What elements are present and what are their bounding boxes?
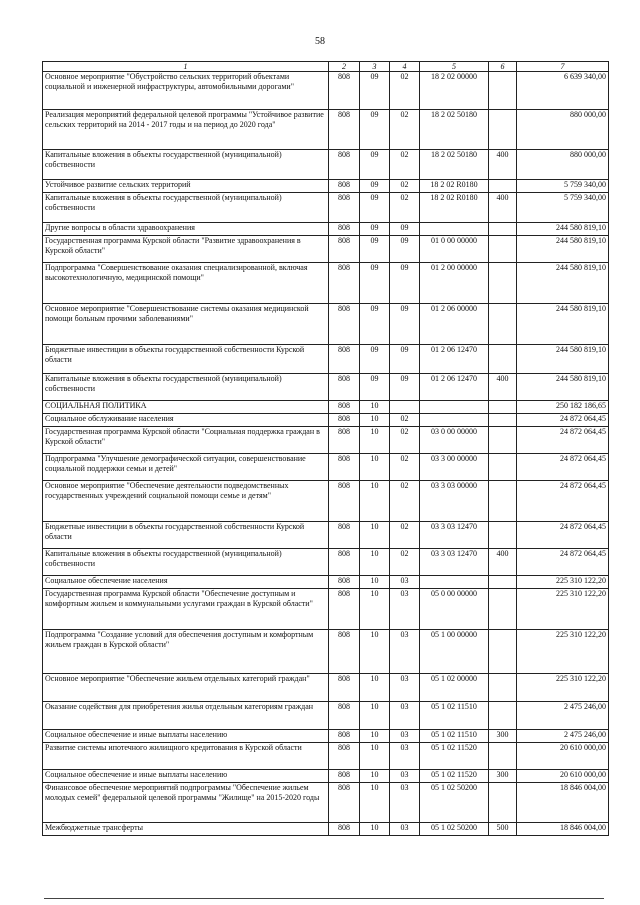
cell-csr: 01 2 00 00000 [420,263,489,304]
cell-ved: 808 [329,549,360,576]
cell-ved: 808 [329,589,360,630]
header-row [43,62,609,72]
cell-rz: 09 [360,150,390,180]
header-col-6: 6 [489,62,517,72]
table-row [43,674,609,702]
cell-sum: 18 846 004,00 [517,823,609,836]
cell-csr: 05 1 02 11520 [420,770,489,783]
cell-rz: 10 [360,674,390,702]
cell-name: Основное мероприятие "Совершенствование системы оказания медицинской помощи больным прочими заболеваниями" [43,304,329,345]
cell-rz: 10 [360,427,390,454]
cell-pr: 03 [390,576,420,589]
cell-csr: 05 0 00 00000 [420,589,489,630]
cell-rz: 10 [360,414,390,427]
cell-pr: 02 [390,193,420,223]
cell-rz: 10 [360,702,390,730]
cell-pr: 02 [390,522,420,549]
cell-vr: 500 [489,823,517,836]
cell-pr: 03 [390,770,420,783]
table-row [43,576,609,589]
cell-name: Основное мероприятие "Обустройство сельских территорий объектами социальной и инженерной инфраструктуры, автомобильными дорогами" [43,72,329,110]
budget-table [42,61,609,836]
cell-csr: 18 2 02 00000 [420,72,489,110]
cell-vr [489,454,517,481]
cell-ved: 808 [329,674,360,702]
cell-pr: 02 [390,454,420,481]
cell-vr [489,702,517,730]
cell-sum: 6 639 340,00 [517,72,609,110]
cell-name: Социальное обслуживание населения [43,414,329,427]
cell-vr [489,263,517,304]
table-row [43,427,609,454]
cell-sum: 24 872 064,45 [517,481,609,522]
cell-pr: 03 [390,630,420,674]
cell-ved: 808 [329,576,360,589]
cell-sum: 225 310 122,20 [517,576,609,589]
cell-name: Капитальные вложения в объекты государственной (муниципальной) собственности [43,549,329,576]
cell-pr: 03 [390,743,420,770]
cell-pr: 03 [390,589,420,630]
cell-ved: 808 [329,236,360,263]
cell-pr: 03 [390,823,420,836]
cell-rz: 09 [360,72,390,110]
cell-pr: 09 [390,345,420,374]
cell-name: Государственная программа Курской области "Социальная поддержка граждан в Курской области" [43,427,329,454]
cell-csr: 03 3 03 12470 [420,522,489,549]
table-row [43,150,609,180]
cell-sum: 5 759 340,00 [517,180,609,193]
cell-pr: 02 [390,72,420,110]
cell-name: Развитие системы ипотечного жилищного кредитования в Курской области [43,743,329,770]
cell-vr [489,304,517,345]
table-row [43,522,609,549]
cell-vr [489,481,517,522]
cell-vr [489,783,517,823]
cell-name: Основное мероприятие "Обеспечение жильем отдельных категорий граждан" [43,674,329,702]
cell-vr: 300 [489,730,517,743]
table-row [43,730,609,743]
cell-vr [489,110,517,150]
cell-vr [489,427,517,454]
cell-vr [489,522,517,549]
cell-rz: 10 [360,454,390,481]
cell-rz: 09 [360,236,390,263]
cell-vr [489,401,517,414]
cell-csr: 18 2 02 50180 [420,150,489,180]
cell-name: Основное мероприятие "Обеспечение деятельности подведомственных государственных учреждений социальной помощи семье и детям" [43,481,329,522]
cell-rz: 09 [360,180,390,193]
cell-csr: 05 1 02 11510 [420,730,489,743]
cell-ved: 808 [329,427,360,454]
cell-pr: 09 [390,374,420,401]
cell-ved: 808 [329,783,360,823]
cell-sum: 20 610 000,00 [517,770,609,783]
cell-pr: 02 [390,110,420,150]
cell-ved: 808 [329,481,360,522]
table-row [43,783,609,823]
cell-pr: 03 [390,702,420,730]
table-row [43,549,609,576]
cell-name: Бюджетные инвестиции в объекты государственной собственности Курской области [43,522,329,549]
cell-rz: 10 [360,630,390,674]
table-row [43,263,609,304]
cell-csr: 05 1 02 00000 [420,674,489,702]
cell-vr: 300 [489,770,517,783]
cell-name: Капитальные вложения в объекты государственной (муниципальной) собственности [43,193,329,223]
cell-sum: 244 580 819,10 [517,236,609,263]
cell-sum: 24 872 064,45 [517,414,609,427]
cell-rz: 09 [360,374,390,401]
cell-sum: 2 475 246,00 [517,730,609,743]
cell-vr [489,576,517,589]
cell-rz: 10 [360,743,390,770]
table-row [43,193,609,223]
budget-table-container [42,61,608,836]
cell-vr [489,743,517,770]
cell-sum: 225 310 122,20 [517,674,609,702]
cell-name: Государственная программа Курской области "Обеспечение доступным и комфортным жильем и коммунальными услугами граждан в Курской области" [43,589,329,630]
cell-sum: 880 000,00 [517,150,609,180]
cell-pr: 02 [390,180,420,193]
cell-rz: 10 [360,730,390,743]
cell-csr: 18 2 02 50180 [420,110,489,150]
cell-pr: 09 [390,304,420,345]
header-col-4: 4 [390,62,420,72]
cell-name: Социальное обеспечение и иные выплаты населению [43,730,329,743]
cell-pr: 02 [390,427,420,454]
table-row [43,630,609,674]
cell-csr: 05 1 00 00000 [420,630,489,674]
cell-rz: 10 [360,770,390,783]
cell-name: Государственная программа Курской области "Развитие здравоохранения в Курской области" [43,236,329,263]
table-row [43,180,609,193]
cell-sum: 18 846 004,00 [517,783,609,823]
cell-vr [489,589,517,630]
cell-name: Капитальные вложения в объекты государственной (муниципальной) собственности [43,150,329,180]
cell-name: Межбюджетные трансферты [43,823,329,836]
cell-rz: 10 [360,481,390,522]
cell-ved: 808 [329,743,360,770]
cell-pr: 02 [390,414,420,427]
cell-rz: 09 [360,304,390,345]
table-row [43,110,609,150]
table-row [43,702,609,730]
cell-name: Социальное обеспечение населения [43,576,329,589]
header-col-3: 3 [360,62,390,72]
cell-pr: 02 [390,481,420,522]
cell-csr: 03 3 00 00000 [420,454,489,481]
table-body [43,72,609,836]
cell-rz: 10 [360,549,390,576]
cell-name: Социальное обеспечение и иные выплаты населению [43,770,329,783]
cell-rz: 09 [360,223,390,236]
cell-csr: 05 1 02 50200 [420,783,489,823]
table-row [43,223,609,236]
cell-pr: 03 [390,783,420,823]
cell-ved: 808 [329,72,360,110]
cell-pr: 09 [390,236,420,263]
cell-ved: 808 [329,150,360,180]
cell-ved: 808 [329,223,360,236]
cell-rz: 09 [360,110,390,150]
cell-sum: 24 872 064,45 [517,427,609,454]
table-row [43,743,609,770]
table-row [43,414,609,427]
cell-vr [489,674,517,702]
cell-ved: 808 [329,414,360,427]
cell-sum: 20 610 000,00 [517,743,609,770]
cell-pr: 02 [390,150,420,180]
cell-sum: 24 872 064,45 [517,454,609,481]
cell-pr: 09 [390,263,420,304]
cell-csr [420,223,489,236]
cell-csr [420,401,489,414]
cell-vr [489,630,517,674]
cell-csr: 01 2 06 12470 [420,374,489,401]
cell-ved: 808 [329,193,360,223]
cell-pr [390,401,420,414]
cell-ved: 808 [329,345,360,374]
cell-name: Подпрограмма "Создание условий для обеспечения доступным и комфортным жильем граждан в Курской области" [43,630,329,674]
header-col-2: 2 [329,62,360,72]
cell-vr [489,223,517,236]
cell-ved: 808 [329,770,360,783]
cell-csr [420,576,489,589]
cell-rz: 10 [360,401,390,414]
table-row [43,304,609,345]
cell-ved: 808 [329,180,360,193]
cell-ved: 808 [329,401,360,414]
table-row [43,823,609,836]
cell-name: Финансовое обеспечение мероприятий подпрограммы "Обеспечение жильем молодых семей" федеральной целевой программы "Жилище" на 2015-2020 годы [43,783,329,823]
cell-sum: 244 580 819,10 [517,263,609,304]
cell-name: Бюджетные инвестиции в объекты государственной собственности Курской области [43,345,329,374]
page-number: 58 [315,36,325,47]
table-row [43,589,609,630]
cell-csr: 03 3 03 00000 [420,481,489,522]
cell-rz: 09 [360,193,390,223]
cell-pr: 09 [390,223,420,236]
cell-ved: 808 [329,730,360,743]
header-col-1: 1 [43,62,329,72]
cell-pr: 02 [390,549,420,576]
cell-name: Устойчивое развитие сельских территорий [43,180,329,193]
cell-sum: 225 310 122,20 [517,589,609,630]
table-row [43,236,609,263]
cell-vr: 400 [489,150,517,180]
cell-ved: 808 [329,823,360,836]
cell-ved: 808 [329,630,360,674]
cell-csr: 03 0 00 00000 [420,427,489,454]
cell-sum: 244 580 819,10 [517,345,609,374]
cell-sum: 24 872 064,45 [517,549,609,576]
table-row [43,770,609,783]
cell-ved: 808 [329,110,360,150]
table-row [43,454,609,481]
header-col-7: 7 [517,62,609,72]
cell-csr: 05 1 02 50200 [420,823,489,836]
cell-rz: 10 [360,576,390,589]
cell-pr: 03 [390,674,420,702]
cell-vr [489,180,517,193]
cell-sum: 244 580 819,10 [517,374,609,401]
table-row [43,72,609,110]
cell-ved: 808 [329,522,360,549]
cell-vr [489,72,517,110]
cell-rz: 10 [360,589,390,630]
table-row [43,481,609,522]
cell-vr [489,345,517,374]
cell-name: Подпрограмма "Совершенствование оказания специализированной, включая высокотехнологичную, медицинской помощи" [43,263,329,304]
bottom-rule [44,898,604,899]
cell-csr: 18 2 02 R0180 [420,180,489,193]
cell-csr: 01 2 06 00000 [420,304,489,345]
cell-csr: 03 3 03 12470 [420,549,489,576]
cell-sum: 250 182 186,65 [517,401,609,414]
cell-rz: 10 [360,783,390,823]
cell-name: Подпрограмма "Улучшение демографической ситуации, совершенствование социальной поддержки семьи и детей" [43,454,329,481]
cell-sum: 244 580 819,10 [517,304,609,345]
header-col-5: 5 [420,62,489,72]
cell-vr [489,414,517,427]
cell-csr: 01 2 06 12470 [420,345,489,374]
cell-csr: 18 2 02 R0180 [420,193,489,223]
cell-ved: 808 [329,702,360,730]
cell-csr: 01 0 00 00000 [420,236,489,263]
cell-ved: 808 [329,263,360,304]
cell-ved: 808 [329,374,360,401]
cell-vr: 400 [489,193,517,223]
cell-ved: 808 [329,454,360,481]
cell-vr [489,236,517,263]
cell-sum: 880 000,00 [517,110,609,150]
cell-name: Реализация мероприятий федеральной целевой программы "Устойчивое развитие сельских территорий на 2014 - 2017 годы и на период до 2020 года" [43,110,329,150]
cell-sum: 225 310 122,20 [517,630,609,674]
table-row [43,345,609,374]
cell-name: Капитальные вложения в объекты государственной (муниципальной) собственности [43,374,329,401]
cell-csr: 05 1 02 11520 [420,743,489,770]
table-row [43,374,609,401]
cell-name: СОЦИАЛЬНАЯ ПОЛИТИКА [43,401,329,414]
cell-ved: 808 [329,304,360,345]
cell-sum: 2 475 246,00 [517,702,609,730]
table-row [43,401,609,414]
cell-vr: 400 [489,374,517,401]
cell-sum: 244 580 819,10 [517,223,609,236]
cell-rz: 09 [360,345,390,374]
cell-pr: 03 [390,730,420,743]
cell-rz: 09 [360,263,390,304]
cell-sum: 24 872 064,45 [517,522,609,549]
cell-csr: 05 1 02 11510 [420,702,489,730]
cell-name: Другие вопросы в области здравоохранения [43,223,329,236]
cell-sum: 5 759 340,00 [517,193,609,223]
cell-rz: 10 [360,522,390,549]
cell-csr [420,414,489,427]
cell-vr: 400 [489,549,517,576]
cell-name: Оказание содействия для приобретения жилья отдельным категориям граждан [43,702,329,730]
cell-rz: 10 [360,823,390,836]
